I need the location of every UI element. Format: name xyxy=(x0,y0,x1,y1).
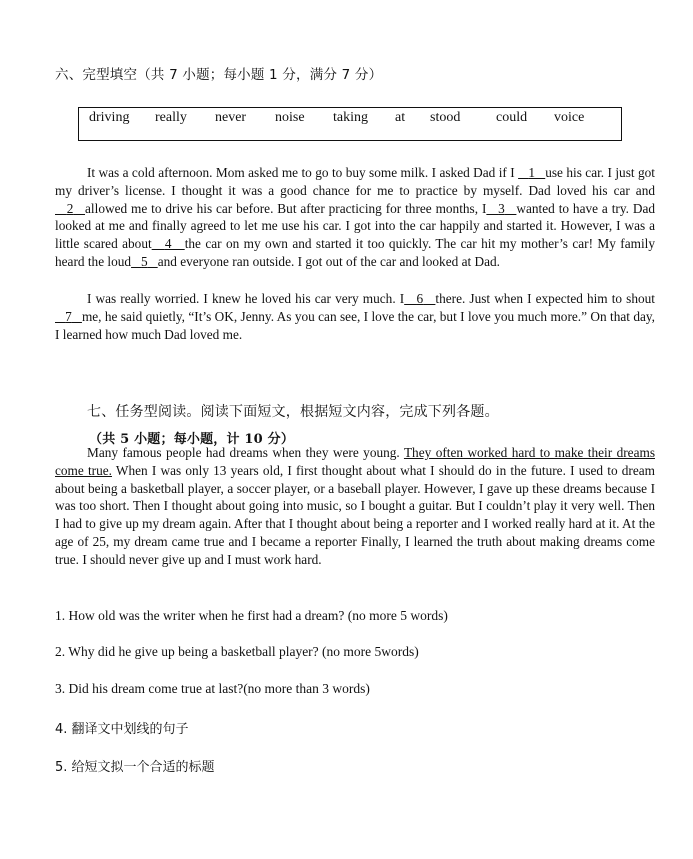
passage-text: use his car. I just got my driver’s license. I thought it was a good chance for me to practice by myself. Dad loved his car and xyxy=(55,165,655,198)
section-6-heading: 六、完型填空（共 7 小题；每小题 1 分，满分 7 分） xyxy=(55,67,383,83)
blank-number: 6 xyxy=(416,291,424,306)
word-bank-item: voice xyxy=(554,110,585,125)
word-bank-item: stood xyxy=(430,110,461,125)
passage-text: When I was only 13 years old, I first thought about what I should do in the future. I used to dream about being a basketball player, a soccer player, or a baseball player. However, I gave up these dreams because I was too short. Then I thought about going into music, so I bought a guitar. But I couldn’t play it very well. Then I had to give up my dream again. After that I thought about being a reporter and I worked really hard at it. At the age of 25, my dream came true and I became a reporter Finally, I learned the truth about making dreams come true. I should never give up and I must work hard. xyxy=(55,462,655,567)
blank-6 xyxy=(404,291,435,306)
section-7-subheading: （共 5 小题；每小题，计 10 分） xyxy=(89,432,295,447)
blank-number: 1 xyxy=(528,165,535,180)
passage-text: the car on my own and started it too quickly. The car hit my mother’s car! My family heard the loud xyxy=(55,236,655,269)
blank-number: 2 xyxy=(66,200,74,216)
passage-text: I was really worried. I knew he loved his car very much. I xyxy=(87,291,405,306)
section-7-heading: 七、任务型阅读。阅读下面短文，根据短文内容，完成下列各题。 xyxy=(87,404,499,420)
word-bank-item: at xyxy=(395,110,406,125)
word-bank-item: really xyxy=(155,110,187,125)
passage-text: there. Just when I expected him to shout xyxy=(435,291,655,306)
passage-text: me, he said quietly, “It’s OK, Jenny. As you can see, I love the car, but I love you much more.” On that day, I learned how much Dad loved me. xyxy=(55,308,655,342)
cloze-paragraph-1 xyxy=(55,164,655,271)
passage-text: It was a cold afternoon. Mom asked me to go to buy some milk. I asked Dad if I xyxy=(87,165,519,180)
blank-number: 3 xyxy=(498,200,505,216)
word-bank-box xyxy=(78,107,622,141)
blank-2 xyxy=(55,201,85,216)
blank-4 xyxy=(152,236,185,251)
passage-text: allowed me to drive his car before. But after practicing for three months, I xyxy=(85,200,487,216)
blank-1 xyxy=(518,165,545,180)
question-4: 4. 翻译文中划线的句子 xyxy=(55,722,189,737)
question-1: 1. How old was the writer when he first had a dream? (no more 5 words) xyxy=(55,608,448,623)
blank-3 xyxy=(486,201,516,216)
word-bank-item: never xyxy=(215,110,247,125)
blank-5 xyxy=(131,254,158,269)
underlined-sentence: They often worked hard to make their dreams come true. xyxy=(55,445,655,478)
question-2: 2. Why did he give up being a basketball player? (no more 5words) xyxy=(55,644,419,659)
passage-text: and everyone ran outside. I got out of the car and looked at Dad. xyxy=(157,253,500,269)
blank-number: 5 xyxy=(141,253,148,269)
blank-number: 7 xyxy=(65,308,72,324)
reading-passage xyxy=(55,444,655,569)
word-bank-item: driving xyxy=(89,110,130,125)
word-bank-item: taking xyxy=(333,110,368,125)
blank-7 xyxy=(55,309,82,324)
passage-text: Many famous people had dreams when they were young. xyxy=(87,445,404,460)
question-3: 3. Did his dream come true at last?(no more than 3 words) xyxy=(55,681,370,696)
word-bank-item: could xyxy=(496,110,528,125)
cloze-paragraph-2 xyxy=(55,290,655,343)
word-bank-item: noise xyxy=(275,110,305,125)
question-5: 5. 给短文拟一个合适的标题 xyxy=(55,760,215,775)
passage-text: wanted to have a try. Dad looked at me and finally agreed to let me use his car. I got into the car happily and started it. However, I was a little scared about xyxy=(55,200,655,252)
blank-number: 4 xyxy=(164,236,172,252)
